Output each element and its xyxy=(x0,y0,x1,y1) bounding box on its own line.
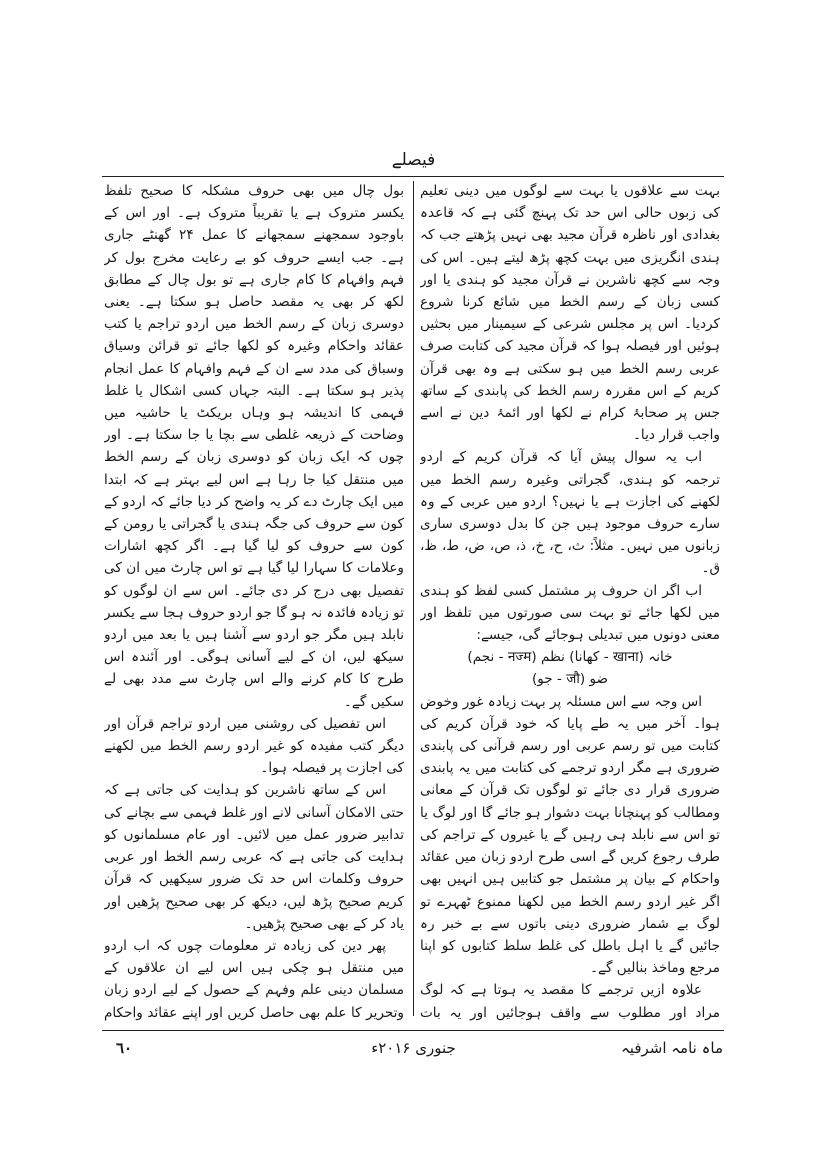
paragraph: اس تفصیل کی روشنی میں اردو تراجم قرآن اور دیگر کتب مفیدہ کو غیر اردو رسم الخط میں لکھنے کی اجازت پر فیصلہ ہوا۔ xyxy=(104,715,404,777)
example-line: خانہ (खाना - کھانا) نظم (नज्म - نجم) xyxy=(467,649,673,666)
footer-rule xyxy=(102,1030,724,1031)
page-header-title: فیصلے xyxy=(391,150,436,170)
paragraph: پھر دین کی زیادہ تر معلومات چوں کہ اب اردو میں منتقل ہو چکی ہیں اس لیے ان علاقوں کے مسلمان دینی علم وفہم کے حصول کے لیے اردو زبان وتحریر کا علم بھی حاصل کریں اور اپنے عقائد واحکام xyxy=(104,937,404,1021)
paragraph: علاوہ ازیں ترجمے کا مقصد یہ ہوتا ہے کہ لوگ مراد اور مطلوب سے واقف ہوجائیں اور یہ بات xyxy=(420,982,720,1021)
column-divider xyxy=(413,181,414,1016)
paragraph: اب یہ سوال پیش آیا کہ قرآن کریم کے اردو ترجمہ کو ہندی، گجراتی وغیرہ رسم الخط میں لکھنے کی اجازت ہے یا نہیں؟ اردو میں عربی کے وہ سارے حروف موجود ہیں جن کا بدل دوسری ساری زبانوں میں نہیں۔ مثلاً: ث، ح، خ، ذ، ص، ض، ط، ظ، ق۔ xyxy=(420,449,720,577)
paragraph: اس وجہ سے اس مسئلہ پر بہت زیادہ غور وخوض ہوا۔ آخر میں یہ طے پایا کہ خود قرآن کریم کی کتابت میں تو رسم عربی اور رسم قرآنی کی پابندی ضروری ہے مگر اردو ترجمے کی کتابت میں یہ پابندی ضروری قرار دی جائے تو لوگوں تک قرآن کے معانی ومطالب کو پہنچانا بہت دشوار ہو جائے گا اور لوگ یا تو اس سے نابلد ہی رہیں گے یا غیروں کے تراجم کی طرف رجوع کریں گے اسی طرح اردو زبان میں عقائد واحکام کے بیان پر مشتمل جو کتابیں ہیں انہیں بھی اگر غیر اردو رسم الخط میں لکھنا ممنوع ٹھہرے تو لوگ بے شمار ضروری دینی باتوں سے بے خبر رہ جائیں گے یا اہل باطل کی غلط سلط کتابوں کو اپنا مرجع وماخذ بنالیں گے۔ xyxy=(420,693,720,977)
header-rule xyxy=(102,176,724,177)
paragraph: بہت سے علاقوں یا بہت سے لوگوں میں دینی تعلیم کی زبوں حالی اس حد تک پہنچ گئی ہے کہ قاعدہ بغدادی اور ناظرہ قرآن مجید بھی نہیں پڑھتے جب کہ ہندی انگریزی میں بہت کچھ پڑھ لیتے ہیں۔ اس کی وجہ سے کچھ ناشرین نے قرآن مجید کو ہندی یا اور کسی زبان کے رسم الخط میں شائع کرنا شروع کردیا۔ اس پر مجلس شرعی کے سیمینار میں بحثیں ہوئیں اور فیصلہ ہوا کہ قرآن مجید کی کتابت صرف عربی رسم الخط میں ہو سکتی ہے وہ بھی قرآن کریم کے اس مقررہ رسم الخط کی پابندی کے ساتھ جس پر صحابۂ کرام نے لکھا اور ائمۂ دین نے اسے واجب قرار دیا۔ xyxy=(420,183,720,444)
paragraph: اب اگر ان حروف پر مشتمل کسی لفظ کو ہندی میں لکھا جائے تو بہت سی صورتوں میں تلفظ اور معنی دونوں میں تبدیلی ہوجائے گی، جیسے: xyxy=(420,582,720,644)
paragraph: اس کے ساتھ ناشرین کو ہدایت کی جاتی ہے کہ حتی الامکان آسانی لانے اور غلط فہمی سے بچانے کی تدابیر ضرور عمل میں لائیں۔ اور عام مسلمانوں کو ہدایت کی جاتی ہے کہ عربی رسم الخط اور عربی حروف وکلمات اس حد تک ضرور سیکھیں کہ قرآن کریم صحیح پڑھ لیں، دیکھ کر بھی صحیح پڑھیں اور یاد کر کے بھی صحیح پڑھیں۔ xyxy=(104,782,404,932)
right-column xyxy=(420,180,720,1025)
left-column xyxy=(104,180,404,1025)
page-number: ٦٠ xyxy=(116,1039,133,1057)
issue-date: جنوری ۲۰۱۶ء xyxy=(371,1039,456,1057)
paragraph: بول چال میں بھی حروف مشکلہ کا صحیح تلفظ یکسر متروک ہے یا تقریباً متروک ہے۔ اور اس کے باوجود سمجھنے سمجھانے کا عمل ۲۴ گھنٹے جاری ہے۔ جب ایسے حروف کو بے رعایت مخرج بول کر فہم وافہام کا کام جاری ہے تو بول چال کے مطابق لکھ کر بھی یہ مقصد حاصل ہو سکتا ہے۔ یعنی دوسری زبان کے رسم الخط میں اردو تراجم یا کتب عقائد واحکام وغیرہ کو لکھا جائے تو قرائن وسیاق وسباق کی مدد سے ان کے فہم وافہام کا عمل انجام پذیر ہو سکتا ہے۔ البتہ جہاں کسی اشکال یا غلط فہمی کا اندیشہ ہو وہاں بریکٹ یا حاشیہ میں وضاحت کے ذریعہ غلطی سے بچا یا جا سکتا ہے۔ اور چوں کہ ایک زبان کو دوسری زبان کے رسم الخط میں منتقل کیا جا رہا ہے اس لیے بہتر ہے کہ ابتدا میں ایک چارٹ دے کر یہ واضح کر دیا جائے کہ اردو کے کون سے حروف کی جگہ ہندی یا گجراتی یا رومن کے کون سے حروف کو لیا گیا ہے۔ اگر کچھ اشارات وعلامات کا سہارا لیا گیا ہے تو اس چارٹ میں ان کی تفصیل بھی درج کر دی جائے۔ اس سے ان لوگوں کو تو زیادہ فائدہ نہ ہو گا جو اردو حروف ہجا سے یکسر نابلد ہیں مگر جو اردو سے آشنا ہیں یا بعد میں اردو سیکھ لیں، ان کے لیے آسانی ہوگی۔ اور آئندہ اس طرح کا کام کرنے والے اس چارٹ سے مدد بھی لے سکیں گے۔ xyxy=(104,183,404,710)
publication-name: ماہ نامہ اشرفیہ xyxy=(621,1039,723,1057)
example-line: ضو (जौ - جو) xyxy=(531,671,609,688)
